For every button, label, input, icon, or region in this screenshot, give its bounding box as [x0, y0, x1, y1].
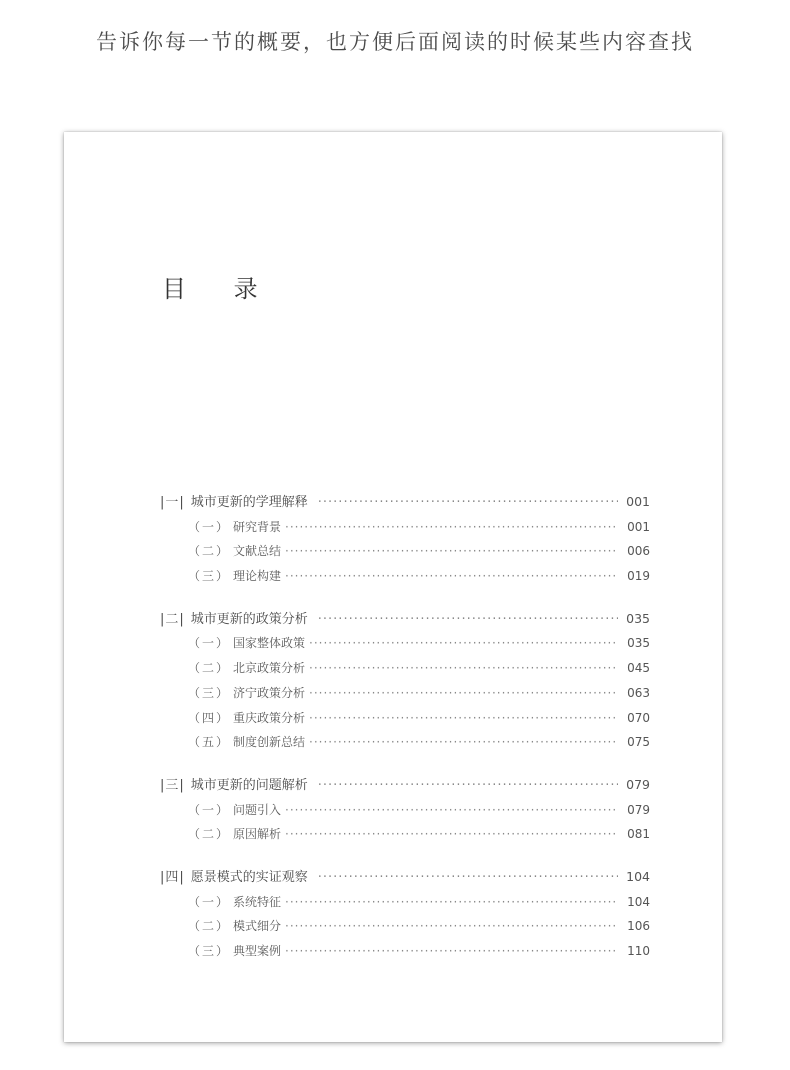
section-number: （三）	[188, 685, 231, 700]
toc-chapter	[160, 773, 650, 847]
dot-leader	[285, 515, 618, 540]
toc-chapter	[160, 490, 650, 589]
dot-leader	[309, 681, 618, 706]
toc-section-entry	[160, 890, 650, 915]
page-number: 001	[627, 519, 650, 534]
dot-leader	[309, 631, 618, 656]
section-title: 研究背景	[233, 519, 282, 534]
dot-leader	[285, 890, 618, 915]
toc-chapter-entry	[160, 490, 650, 515]
toc-section-entry	[160, 914, 650, 939]
toc-section-entry	[160, 730, 650, 755]
chapter-number: |二|	[160, 611, 185, 627]
page-number: 081	[627, 827, 650, 842]
dot-leader	[318, 774, 618, 799]
page-number: 019	[627, 569, 650, 584]
toc-list	[160, 490, 650, 982]
toc-section-entry	[160, 798, 650, 823]
section-title: 文献总结	[233, 544, 282, 559]
section-number: （三）	[188, 569, 231, 584]
section-title: 理论构建	[233, 569, 282, 584]
chapter-number: |三|	[160, 777, 185, 793]
toc-chapter-entry	[160, 607, 650, 632]
section-title: 典型案例	[233, 944, 282, 958]
dot-leader	[285, 798, 618, 823]
chapter-title: 愿景模式的实证观察	[190, 869, 308, 885]
chapter-title: 城市更新的学理解释	[190, 495, 308, 510]
section-title: 济宁政策分析	[233, 685, 306, 700]
dot-leader	[309, 706, 618, 731]
toc-chapter	[160, 607, 650, 755]
toc-section-entry	[160, 564, 650, 589]
section-title: 国家整体政策	[233, 636, 306, 651]
toc-chapter	[160, 865, 650, 964]
page-number: 035	[627, 636, 650, 651]
section-number: （二）	[188, 919, 231, 934]
dot-leader	[285, 564, 618, 589]
image-caption: 告诉你每一节的概要，也方便后面阅读的时候某些内容查找	[96, 30, 694, 54]
toc-section-entry	[160, 656, 650, 681]
page-number: 001	[626, 494, 650, 509]
toc-title: 目 录	[162, 275, 278, 303]
toc-section-entry	[160, 939, 650, 964]
page-number: 070	[627, 710, 650, 725]
toc-section-entry	[160, 539, 650, 564]
book-page	[64, 132, 722, 1042]
section-number: （二）	[188, 661, 231, 676]
section-number: （二）	[188, 827, 231, 842]
section-number: （一）	[188, 519, 231, 534]
section-title: 制度创新总结	[233, 735, 306, 750]
dot-leader	[309, 730, 618, 755]
page-number: 079	[627, 802, 650, 817]
chapter-title: 城市更新的政策分析	[190, 611, 308, 627]
dot-leader	[318, 866, 618, 891]
dot-leader	[309, 656, 618, 681]
page-number: 104	[627, 894, 650, 909]
toc-chapter-entry	[160, 865, 650, 890]
chapter-title: 城市更新的问题解析	[190, 777, 308, 793]
section-title: 模式细分	[233, 919, 282, 934]
page-number: 110	[627, 944, 650, 958]
section-number: （五）	[188, 735, 231, 750]
page-number: 006	[627, 544, 650, 559]
page-number: 045	[627, 661, 650, 676]
section-title: 北京政策分析	[233, 661, 306, 676]
toc-section-entry	[160, 681, 650, 706]
toc-section-entry	[160, 631, 650, 656]
section-title: 重庆政策分析	[233, 710, 306, 725]
section-number: （四）	[188, 710, 231, 725]
section-number: （一）	[188, 802, 231, 817]
dot-leader	[318, 491, 618, 516]
chapter-number: |一|	[160, 495, 185, 510]
dot-leader	[285, 822, 618, 847]
page-number: 063	[627, 685, 650, 700]
dot-leader	[285, 914, 618, 939]
section-title: 系统特征	[233, 894, 282, 909]
section-number: （一）	[188, 894, 231, 909]
section-number: （一）	[188, 636, 231, 651]
toc-section-entry	[160, 706, 650, 731]
section-title: 问题引入	[233, 802, 282, 817]
page-number: 035	[626, 610, 650, 626]
section-title: 原因解析	[233, 827, 282, 842]
toc-section-entry	[160, 822, 650, 847]
page-number: 079	[626, 776, 650, 792]
dot-leader	[318, 608, 618, 633]
toc-chapter-entry	[160, 773, 650, 798]
section-number: （三）	[188, 944, 231, 958]
page-number: 104	[626, 868, 650, 884]
toc-section-entry	[160, 515, 650, 540]
dot-leader	[285, 939, 618, 964]
page-number: 106	[627, 919, 650, 934]
chapter-number: |四|	[160, 869, 185, 885]
dot-leader	[285, 539, 618, 564]
section-number: （二）	[188, 544, 231, 559]
page-number: 075	[627, 735, 650, 750]
